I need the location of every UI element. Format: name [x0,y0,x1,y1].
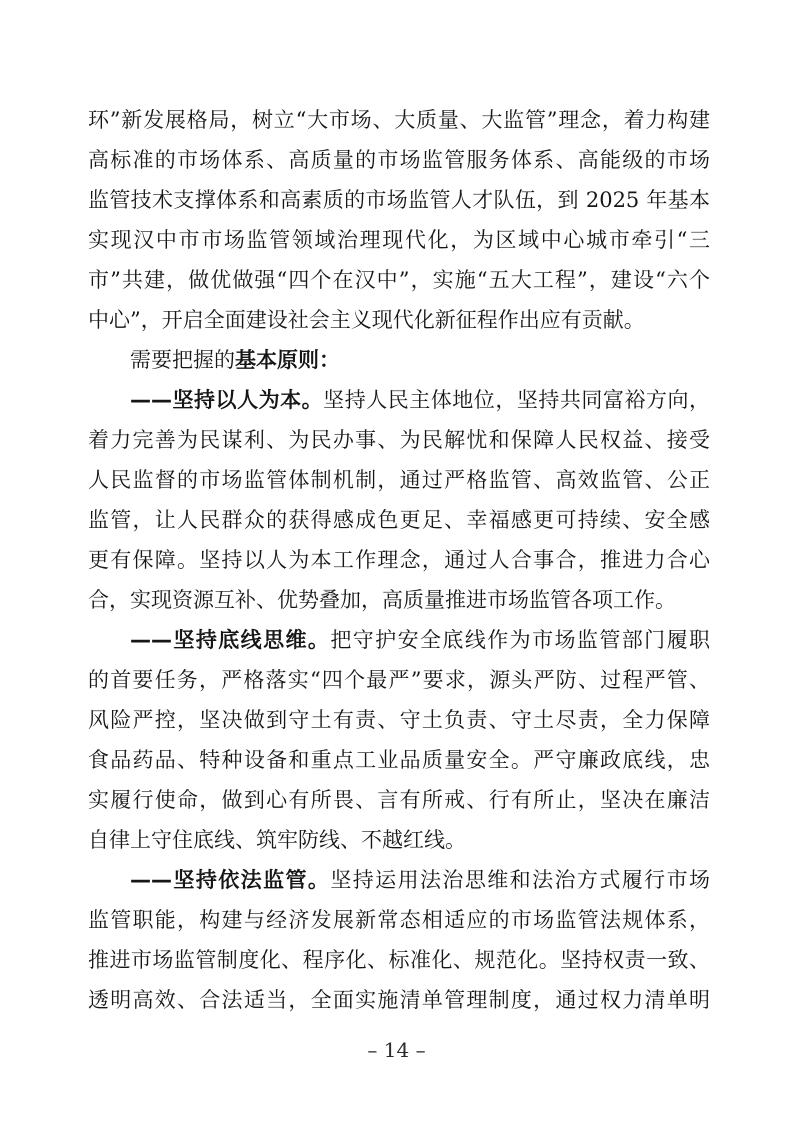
text-run: 着力完善为民谋利、为民办事、为民解忧和保障人民权益、接受 [88,428,710,452]
text-run: 监管技术支撑体系和高素质的市场监管人才队伍，到 2025 年基本 [88,188,710,212]
bold-text-run: ——坚持以人为本。 [130,388,324,412]
page-footer [0,1036,793,1064]
text-line [88,900,710,940]
text-line [88,860,710,900]
text-line [88,100,710,140]
text-run: 食品药品、特种设备和重点工业品质量安全。严守廉政底线，忠 [88,748,710,772]
text-line [88,980,710,1020]
text-run: 的首要任务，严格落实“四个最严”要求，源头严防、过程严管、 [88,668,710,692]
text-line [88,420,710,460]
text-line [88,380,710,420]
text-line [88,540,710,580]
text-line [88,340,710,380]
text-run: 人民监督的市场监管体制机制，通过严格监管、高效监管、公正 [88,468,710,492]
text-line [88,140,710,180]
text-line [88,940,710,980]
bold-text-run: 基本原则： [235,348,340,372]
text-line [88,620,710,660]
text-line [88,260,710,300]
text-run: 自律上守住底线、筑牢防线、不越红线。 [88,828,466,852]
text-line [88,180,710,220]
bold-text-run: ——坚持底线思维。 [130,628,331,652]
text-line [88,500,710,540]
text-run: 监管职能，构建与经济发展新常态相适应的市场监管法规体系， [88,908,710,932]
text-run: 中心”，开启全面建设社会主义现代化新征程作出应有贡献。 [88,308,645,332]
text-line [88,700,710,740]
text-run: 高标准的市场体系、高质量的市场监管服务体系、高能级的市场 [88,148,710,172]
text-run: 需要把握的 [130,348,235,372]
text-line [88,460,710,500]
text-line [88,660,710,700]
text-run: 市”共建，做优做强“四个在汉中”，实施“五大工程”，建设“六个 [88,268,710,292]
text-run: 实现汉中市市场监管领域治理现代化，为区域中心城市牵引“三 [88,228,710,252]
text-run: 实履行使命，做到心有所畏、言有所戒、行有所止，坚决在廉洁 [88,788,710,812]
text-line [88,300,710,340]
text-run: 坚持人民主体地位，坚持共同富裕方向， [323,388,711,412]
text-run: 风险严控，坚决做到守土有责、守土负责、守土尽责，全力保障 [88,708,710,732]
text-run: 更有保障。坚持以人为本工作理念，通过人合事合，推进力合心 [88,548,710,572]
text-line [88,780,710,820]
text-run: 环”新发展格局，树立“大市场、大质量、大监管”理念，着力构建 [88,108,710,132]
text-run: 透明高效、合法适当，全面实施清单管理制度，通过权力清单明 [88,988,710,1012]
text-line [88,580,710,620]
text-line [88,740,710,780]
text-run: 坚持运用法治思维和法治方式履行市场 [330,868,711,892]
document-body [88,100,710,1020]
text-line [88,820,710,860]
text-run: 合，实现资源互补、优势叠加，高质量推进市场监管各项工作。 [88,588,676,612]
bold-text-run: ——坚持依法监管。 [130,868,331,892]
text-run: 推进市场监管制度化、程序化、标准化、规范化。坚持权责一致、 [88,948,710,972]
page-number: – 14 – [367,1038,426,1062]
text-run: 监管，让人民群众的获得感成色更足、幸福感更可持续、安全感 [88,508,710,532]
text-run: 把守护安全底线作为市场监管部门履职 [330,628,711,652]
text-line [88,220,710,260]
